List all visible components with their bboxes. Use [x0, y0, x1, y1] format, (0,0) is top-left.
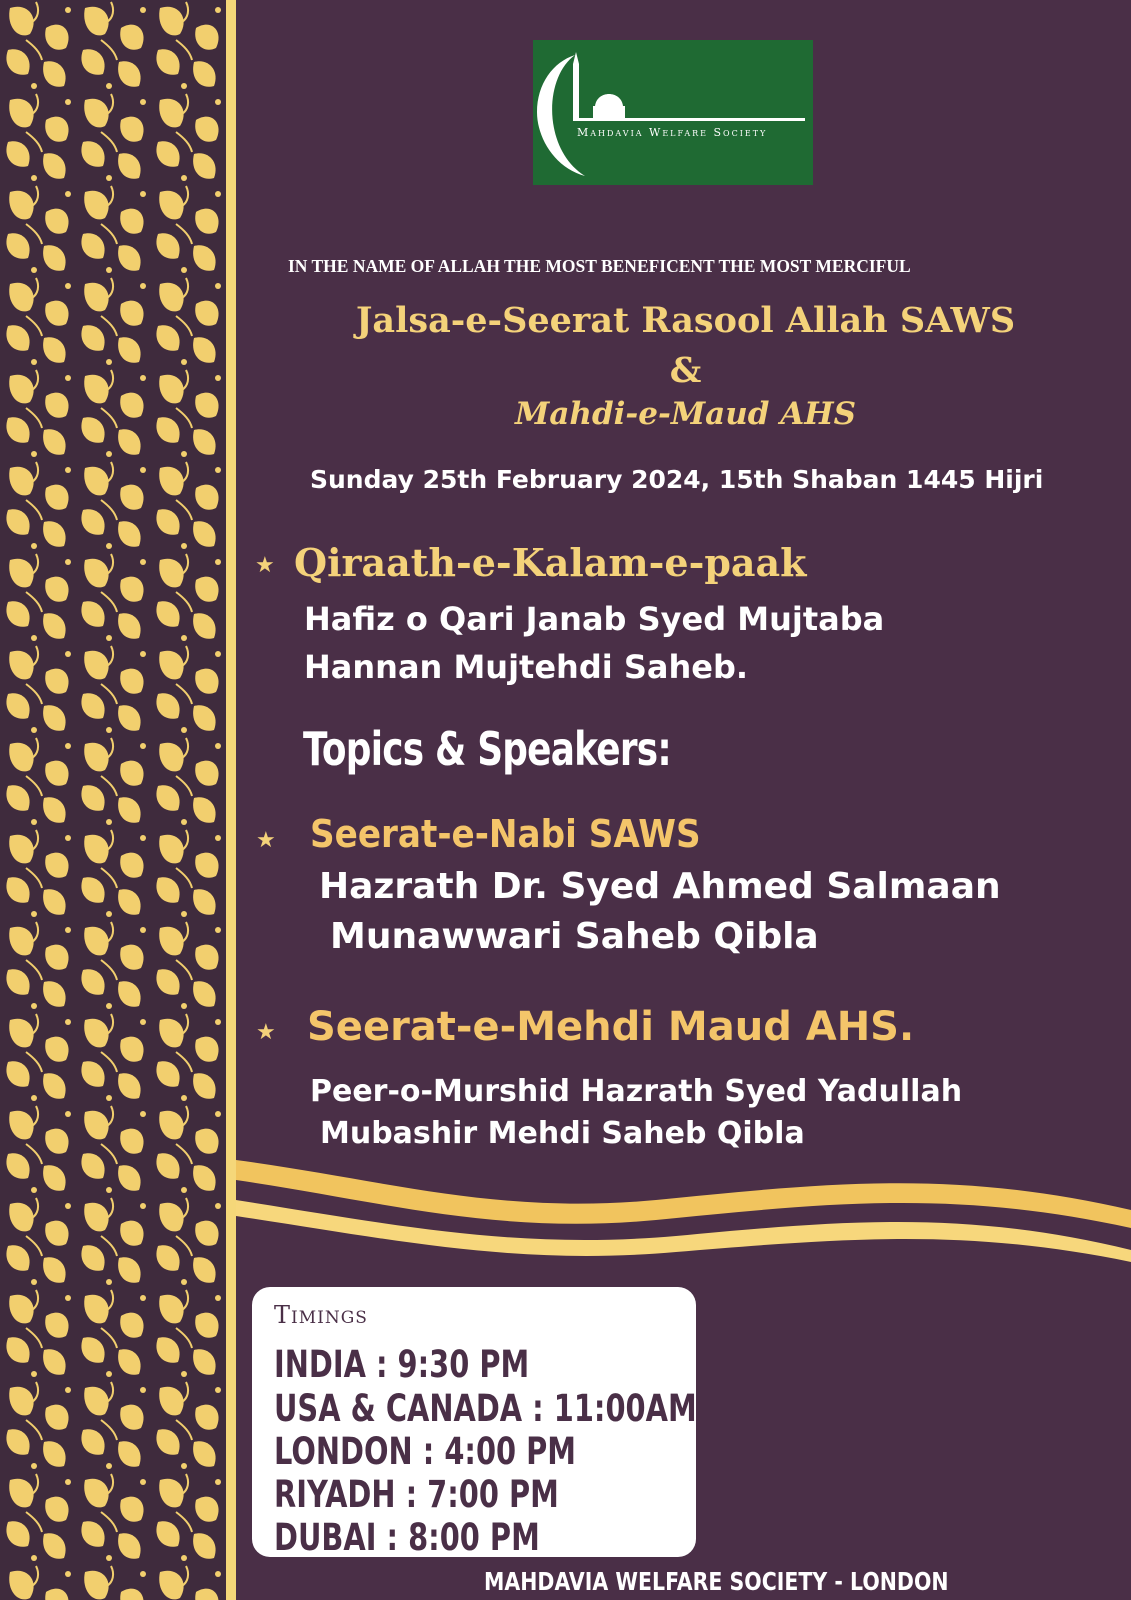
qiraath-heading: Qiraath-e-Kalam-e-paak	[294, 540, 807, 585]
floral-pattern	[0, 0, 226, 1600]
topic-speaker-line1: Peer-o-Murshid Hazrath Syed Yadullah	[310, 1074, 963, 1109]
logo	[533, 40, 813, 185]
timing-row: DUBAI : 8:00 PM	[274, 1516, 540, 1559]
footer-organization: MAHDAVIA WELFARE SOCIETY - LONDON	[484, 1567, 949, 1596]
qiraath-speaker-line2: Hannan Mujtehdi Saheb.	[304, 648, 749, 686]
gold-wave-ribbon	[236, 1140, 1131, 1290]
star-bullet-icon: ★	[256, 1020, 276, 1045]
timings-heading: Timings	[274, 1301, 368, 1329]
event-title-line2: Mahdi-e-Maud AHS	[515, 396, 856, 432]
logo-text: Mahdavia Welfare Society	[577, 126, 768, 139]
star-bullet-icon: ★	[256, 828, 276, 853]
topic-title: Seerat-e-Nabi SAWS	[310, 812, 701, 856]
event-date: Sunday 25th February 2024, 15th Shaban 1445 Hijri	[310, 465, 1044, 494]
timing-row: USA & CANADA : 11:00AM	[274, 1387, 697, 1430]
timing-row: RIYADH : 7:00 PM	[274, 1473, 559, 1516]
event-title-ampersand: &	[669, 350, 702, 391]
floral-border	[0, 0, 226, 1600]
topic-speaker-line1: Hazrath Dr. Syed Ahmed Salmaan	[319, 866, 1001, 907]
qiraath-speaker-line1: Hafiz o Qari Janab Syed Mujtaba	[304, 600, 885, 638]
star-bullet-icon: ★	[255, 553, 275, 578]
topics-heading: Topics & Speakers:	[303, 722, 671, 776]
timing-row: INDIA : 9:30 PM	[274, 1343, 530, 1386]
crescent-mosque-icon	[533, 40, 813, 185]
bismillah-text: IN THE NAME OF ALLAH THE MOST BENEFICENT THE MOST MERCIFUL	[288, 256, 911, 276]
event-title-line1: Jalsa-e-Seerat Rasool Allah SAWS	[355, 300, 1016, 341]
topic-speaker-line2: Munawwari Saheb Qibla	[330, 916, 819, 957]
timings-card	[252, 1287, 696, 1557]
topic-speaker-line2: Mubashir Mehdi Saheb Qibla	[320, 1116, 805, 1151]
gold-divider	[226, 0, 236, 1600]
topic-title: Seerat-e-Mehdi Maud AHS.	[307, 1004, 915, 1050]
timing-row: LONDON : 4:00 PM	[274, 1430, 577, 1473]
